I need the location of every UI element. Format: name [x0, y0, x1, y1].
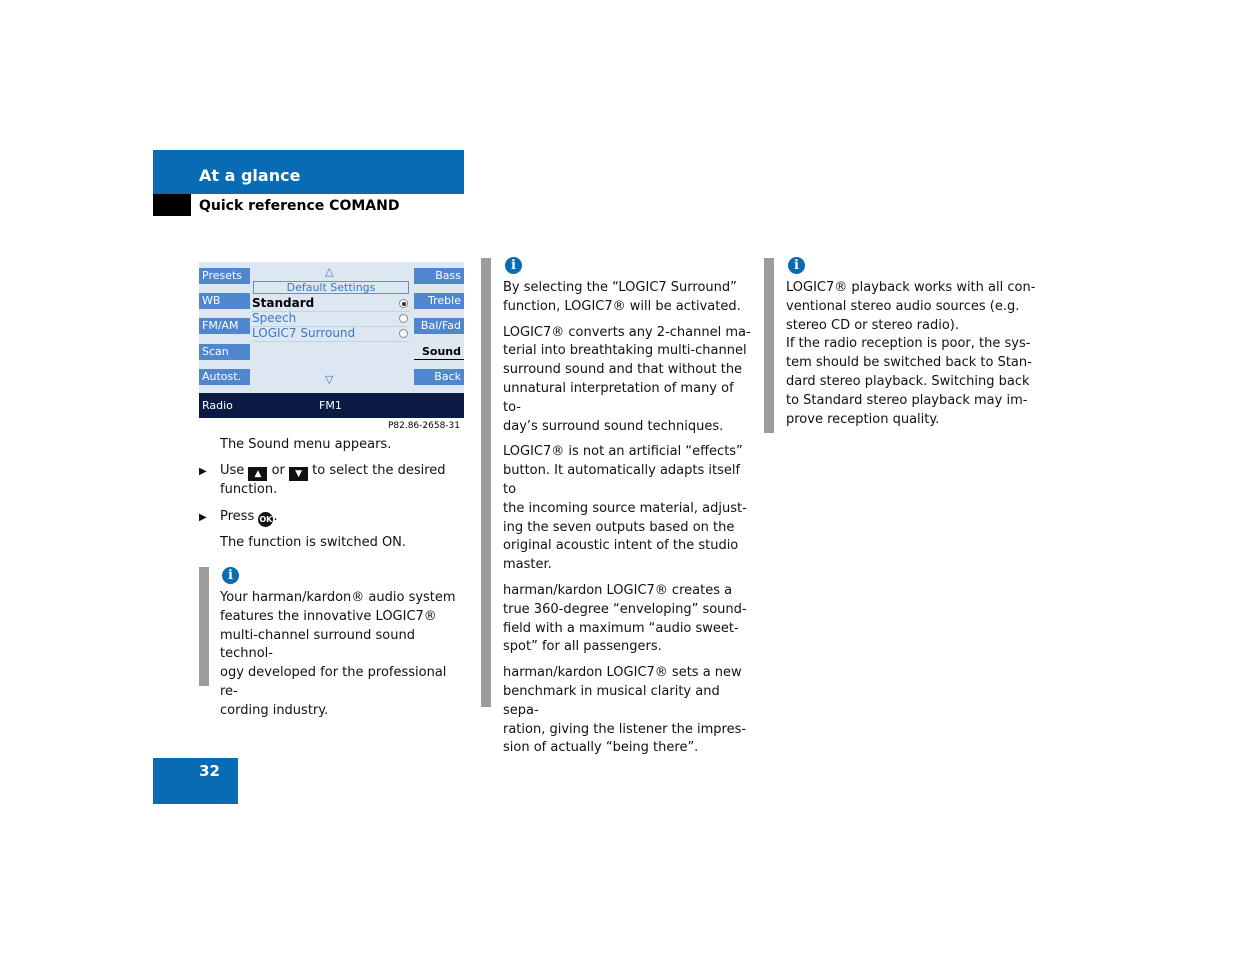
text-line: harman/kardon LOGIC7® creates a: [503, 582, 733, 598]
text-line: Your harman/kardon® audio system: [220, 590, 456, 605]
option-label: Standard: [252, 296, 315, 310]
text-line: cording industry.: [220, 702, 329, 718]
text-line: dard stereo playback. Switching back: [786, 373, 1030, 389]
bullet-icon: ▶: [199, 512, 207, 523]
info-bar: [481, 258, 491, 707]
info-bar: [199, 567, 209, 686]
text-line: master.: [503, 557, 552, 573]
text-line: original acoustic intent of the studio: [503, 538, 739, 554]
text-line: the incoming source material, adjust-: [503, 500, 747, 516]
step-text: to select the desired: [312, 463, 446, 478]
list-item[interactable]: [252, 311, 410, 327]
text-line: ventional stereo audio sources (e.g.: [786, 298, 1020, 314]
autost-button[interactable]: Autost.: [199, 369, 250, 385]
page-number: 32: [199, 762, 220, 780]
info-icon: i: [788, 257, 805, 274]
radio-icon[interactable]: [399, 314, 408, 323]
sound-button[interactable]: Sound: [414, 344, 464, 360]
radio-icon[interactable]: [399, 329, 408, 338]
text-line: sion of actually “being there”.: [503, 740, 699, 756]
text-line: features the innovative LOGIC7®: [220, 608, 437, 624]
bullet-icon: ▶: [199, 466, 207, 477]
step-1: [220, 462, 460, 500]
text-line: function, LOGIC7® will be activated.: [503, 298, 741, 314]
step-text: .: [273, 509, 278, 524]
text-line: spot” for all passengers.: [503, 639, 662, 655]
paragraph: [503, 279, 753, 317]
step-text: Use: [220, 463, 245, 478]
treble-button[interactable]: Treble: [414, 293, 464, 309]
text-line: LOGIC7® is not an artificial “effects”: [503, 444, 743, 460]
option-label: Speech: [252, 311, 297, 325]
text-line: ing the seven outputs based on the: [503, 519, 735, 535]
text-line: prove reception quality.: [786, 411, 940, 427]
text-line: stereo CD or stereo radio).: [786, 317, 960, 333]
text-line: multi-channel surround sound technol-: [220, 627, 415, 662]
text-line: terial into breathtaking multi-channel: [503, 343, 747, 359]
scan-button[interactable]: Scan: [199, 344, 250, 360]
text-line: day’s surround sound techniques.: [503, 418, 724, 434]
text-line: button. It automatically adapts itself to: [503, 463, 741, 497]
text-line: ration, giving the listener the impres-: [503, 721, 747, 737]
step-text: or: [271, 463, 285, 478]
paragraph: [503, 664, 753, 758]
fm-am-button[interactable]: FM/AM: [199, 318, 250, 334]
switched-on-text: The function is switched ON.: [220, 535, 407, 550]
down-key-icon: ▼: [289, 467, 308, 481]
status-source: Radio: [202, 399, 233, 412]
scroll-up-icon[interactable]: △: [325, 265, 334, 278]
info-note-3: [786, 279, 1036, 429]
text-line: unnatural interpretation of many of to-: [503, 380, 734, 415]
radio-selected-icon[interactable]: [399, 299, 408, 308]
step-2: [220, 508, 278, 527]
up-key-icon: ▲: [248, 467, 267, 481]
ok-key-icon: OK: [258, 512, 273, 527]
image-code: P82.86-2658-31: [387, 421, 460, 431]
text-line: ogy developed for the professional re-: [220, 665, 447, 699]
section-subtitle: Quick reference COMAND: [199, 198, 400, 214]
text-line: surround sound and that without the: [503, 362, 743, 378]
text-line: LOGIC7® playback works with all con-: [786, 280, 1036, 295]
status-band: FM1: [319, 399, 342, 412]
step-text: function.: [220, 482, 278, 497]
scroll-down-icon[interactable]: ▽: [325, 373, 334, 386]
wb-button[interactable]: WB: [199, 293, 250, 309]
status-bar: [199, 393, 464, 418]
section-title: At a glance: [199, 166, 301, 185]
text-line: field with a maximum “audio sweet-: [503, 620, 739, 636]
info-note-2: [503, 279, 753, 758]
presets-button[interactable]: Presets: [199, 268, 250, 284]
step-text: Press: [220, 509, 255, 524]
back-button[interactable]: Back: [414, 369, 464, 385]
bal-fad-button[interactable]: Bal/Fad: [414, 318, 464, 334]
list-item[interactable]: [252, 326, 410, 342]
text-line: to Standard stereo playback may im-: [786, 392, 1028, 408]
text-line: true 360-degree “enveloping” sound-: [503, 601, 747, 617]
list-item[interactable]: [252, 296, 410, 312]
default-settings-field[interactable]: Default Settings: [253, 281, 409, 294]
sound-menu-text: The Sound menu appears.: [220, 437, 392, 452]
text-line: tem should be switched back to Stan-: [786, 355, 1032, 371]
info-icon: i: [222, 567, 239, 584]
info-note-1: [220, 589, 465, 721]
paragraph: [503, 443, 753, 575]
text-line: harman/kardon LOGIC7® sets a new: [503, 665, 742, 681]
info-icon: i: [505, 257, 522, 274]
text-line: By selecting the “LOGIC7 Surround”: [503, 280, 737, 295]
text-line: If the radio reception is poor, the sys-: [786, 336, 1031, 352]
text-line: benchmark in musical clarity and sepa-: [503, 683, 720, 718]
option-label: LOGIC7 Surround: [252, 326, 356, 340]
paragraph: [503, 582, 753, 657]
bass-button[interactable]: Bass: [414, 268, 464, 284]
text-line: LOGIC7® converts any 2-channel ma-: [503, 324, 751, 340]
info-bar: [764, 258, 774, 433]
subheader-marker: [153, 194, 191, 216]
comand-screen: [199, 262, 464, 418]
sound-menu: [252, 262, 412, 392]
paragraph: [503, 324, 753, 437]
